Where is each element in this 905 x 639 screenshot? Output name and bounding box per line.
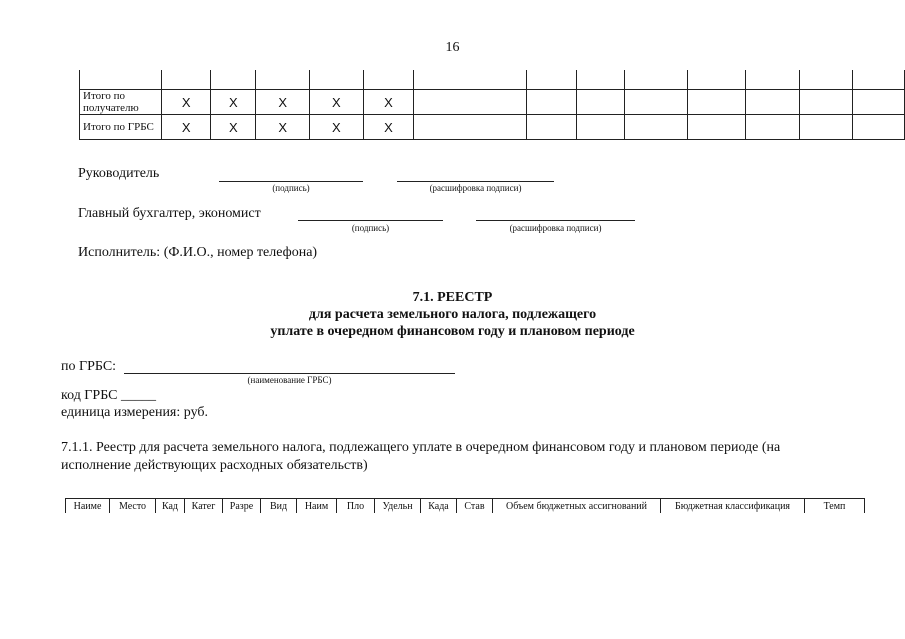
page-number: 16 [445, 40, 460, 55]
table-header-row [66, 499, 865, 514]
registry-subtitle: для расчета земельного налога, подлежащего [308, 307, 597, 322]
registry-table-header [65, 498, 865, 513]
x-mark: Х [256, 90, 310, 115]
registry-subtitle-2: уплате в очередном финансовом году и плановом периоде [270, 324, 635, 339]
col-header: Наиме [66, 499, 110, 514]
col-header: Удельн [375, 499, 421, 514]
x-mark: Х [363, 90, 414, 115]
table-row-total-grbs [80, 115, 905, 140]
table-row-total-recipient [80, 90, 905, 115]
row-label: Итого по ГРБС [80, 115, 162, 140]
grbs-name-line [124, 373, 455, 374]
col-header-budget-allocations: Объем бюджетных ассигнований [493, 499, 661, 514]
x-mark: Х [211, 90, 256, 115]
col-header: Кад [156, 499, 185, 514]
decoding-line [476, 220, 635, 221]
x-mark: Х [310, 115, 364, 140]
unit-of-measure: единица измерения: руб. [61, 405, 209, 420]
col-header: Када [421, 499, 457, 514]
signature-caption: (подпись) [351, 223, 390, 233]
col-header: Темп [805, 499, 865, 514]
totals-table [79, 70, 905, 140]
x-mark: Х [256, 115, 310, 140]
x-mark: Х [162, 115, 211, 140]
grbs-code: код ГРБС _____ [61, 388, 156, 403]
col-header: Разре [223, 499, 261, 514]
chief-accountant-label: Главный бухгалтер, экономист [78, 206, 261, 221]
grbs-label: по ГРБС: [61, 359, 117, 374]
decoding-caption: (расшифровка подписи) [509, 223, 602, 233]
col-header: Вид [261, 499, 297, 514]
decoding-line [397, 181, 554, 182]
x-mark: Х [363, 115, 414, 140]
table-row [80, 70, 905, 90]
signature-line [219, 181, 363, 182]
section-heading: 7.1.1. Реестр для расчета земельного налога, подлежащего уплате в очередном финансовом году и плановом периоде (на [61, 440, 781, 455]
signature-caption: (подпись) [272, 183, 310, 193]
x-mark: Х [310, 90, 364, 115]
col-header-budget-classification: Бюджетная классификация [661, 499, 805, 514]
row-label: Итого по получателю [80, 90, 162, 115]
col-header: Пло [337, 499, 375, 514]
grbs-name-caption: (наименование ГРБС) [247, 375, 332, 385]
x-mark: Х [211, 115, 256, 140]
decoding-caption: (расшифровка подписи) [429, 183, 522, 193]
col-header: Место [110, 499, 156, 514]
head-label: Руководитель [78, 166, 160, 181]
section-heading-cont: исполнение действующих расходных обязательств) [61, 458, 368, 473]
col-header: Катег [185, 499, 223, 514]
executor-label: Исполнитель: (Ф.И.О., номер телефона) [78, 245, 318, 260]
col-header: Наим [297, 499, 337, 514]
signature-line [298, 220, 443, 221]
col-header: Став [457, 499, 493, 514]
registry-title: 7.1. РЕЕСТР [412, 290, 493, 305]
x-mark: Х [162, 90, 211, 115]
